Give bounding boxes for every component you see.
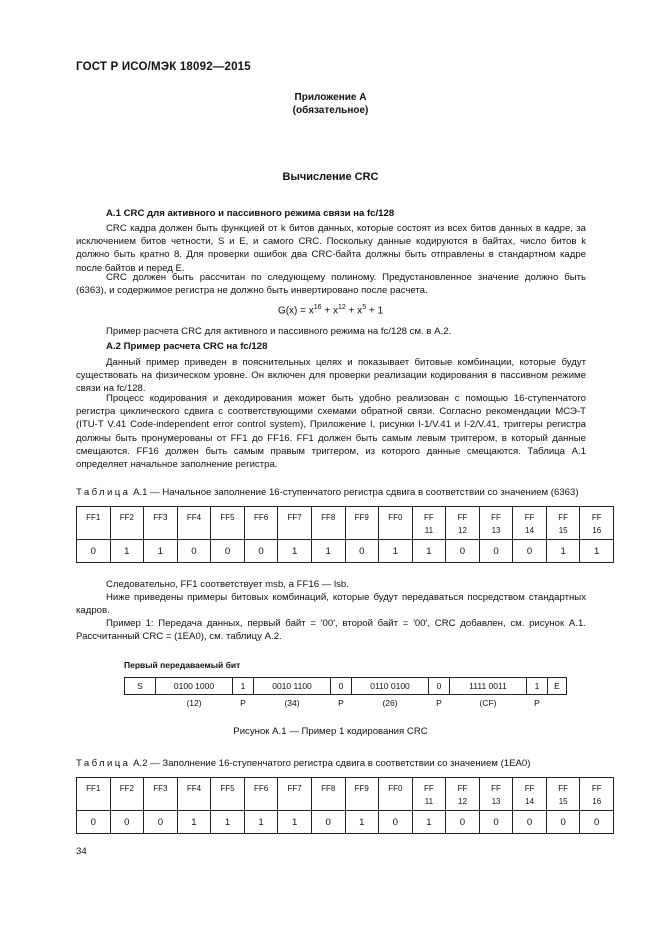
byte-label: P	[436, 698, 442, 708]
page-number: 34	[76, 846, 87, 857]
header-cell: FF6	[244, 778, 278, 811]
header-cell: FF5	[211, 507, 245, 540]
a1-paragraph-3: Пример расчета CRC для активного и пассивного режима на fc/128 см. в А.2.	[106, 326, 452, 337]
a2-paragraph-2: Процесс кодирования и декодирования может быть удобно реализован с помощью 16-ступенчатого регистра циклического сдвига с соответствующими схемами обратной связи. Согласно рекомендации МСЭ-Т (ITU-T V.41 Code-independent error control system), Приложение I, рисунки I-1/V.41 и I-2/V.41, триггеры регистра должны быть пронумерованы от FF1 до FF16. FF1 должен быть самым левым триггером, в который данные смещаются. FF16 должен быть самым правым триггером, из которого данные смещаются. Таблица А.1 определяет начальное заполнение регистра.	[76, 393, 586, 471]
value-cell: 0	[77, 540, 111, 563]
header-cell: FF 13	[479, 507, 513, 540]
value-cell: 1	[211, 811, 245, 834]
figure-caption: Рисунок А.1 — Пример 1 кодирования CRC	[233, 726, 428, 737]
after-table1-paragraph-1: Следовательно, FF1 соответствует msb, а FF16 — lsb.	[106, 579, 349, 590]
after-table1-paragraph-3: Пример 1: Передача данных, первый байт = '00', второй байт = '00', CRC добавлен, см. рисунок А.1. Рассчитанный CRC = (1EA0), см. таблицу А.2.	[76, 618, 586, 643]
header-cell: FF3	[144, 778, 178, 811]
byte-label: (12)	[186, 698, 202, 708]
register-table-1ea0	[76, 777, 614, 834]
table2-caption: Таблица А.2 — Заполнение 16-ступенчатого регистра сдвига в соответствии со значением (1EA0)	[76, 758, 531, 769]
value-cell: 0	[513, 811, 547, 834]
header-cell: FF8	[311, 778, 345, 811]
byte-label: P	[240, 698, 246, 708]
header-cell: FF 11	[412, 507, 446, 540]
table-value-row	[77, 540, 614, 563]
frame-cell: 0100 1000	[156, 678, 233, 695]
value-cell: 0	[479, 811, 513, 834]
value-cell: 0	[446, 540, 480, 563]
header-cell: FF9	[345, 778, 379, 811]
value-cell: 1	[412, 811, 446, 834]
after-table1-paragraph-2: Ниже приведены примеры битовых комбинаций, которые будут передаваться посредством стандартных кадров.	[76, 592, 586, 617]
header-cell: FF1	[77, 778, 111, 811]
value-cell: 0	[580, 811, 614, 834]
value-cell: 1	[278, 540, 312, 563]
byte-label: (CF)	[479, 698, 497, 708]
appendix-heading	[0, 91, 661, 117]
header-cell: FF3	[144, 507, 178, 540]
header-cell: FF8	[311, 507, 345, 540]
a1-heading: А.1 CRC для активного и пассивного режима связи на fc/128	[106, 208, 395, 219]
value-cell: 1	[311, 540, 345, 563]
header-cell: FF7	[278, 507, 312, 540]
header-cell: FF9	[345, 507, 379, 540]
frame-bit-diagram	[124, 677, 567, 695]
header-cell: FF 13	[479, 778, 513, 811]
value-cell: 1	[345, 811, 379, 834]
frame-cell: 0	[331, 678, 352, 695]
value-cell: 1	[110, 540, 144, 563]
a2-heading: А.2 Пример расчета CRC на fc/128	[106, 341, 268, 352]
section-title: Вычисление CRC	[282, 171, 379, 183]
value-cell: 0	[144, 811, 178, 834]
frame-cell: 1	[233, 678, 254, 695]
header-cell: FF4	[177, 507, 211, 540]
value-cell: 1	[412, 540, 446, 563]
header-cell: FF2	[110, 778, 144, 811]
first-bit-label: Первый передаваемый бит	[124, 660, 241, 670]
a1-paragraph-1: CRC кадра должен быть функцией от k битов данных, которые состоят из всех битов данных в кадре, за исключением битов четности, S и E, и самого CRC. Поскольку данные кодируются в байтах, число битов k должно быть кратно 8. Для проверки ошибок два CRC-байта должны быть отправлены в стандартном кадре после байтов и перед E.	[76, 223, 586, 274]
header-cell: FF 14	[513, 507, 547, 540]
frame-byte-labels	[0, 698, 661, 712]
header-cell: FF0	[379, 778, 413, 811]
frame-cell: 0110 0100	[352, 678, 429, 695]
value-cell: 1	[379, 540, 413, 563]
value-cell: 0	[110, 811, 144, 834]
header-cell: FF6	[244, 507, 278, 540]
value-cell: 0	[77, 811, 111, 834]
value-cell: 1	[144, 540, 178, 563]
table1-caption: Таблица А.1 — Начальное заполнение 16-ступенчатого регистра сдвига в соответствии со значением (6363)	[76, 487, 579, 498]
appendix-title: Приложение А	[294, 92, 367, 103]
value-cell: 1	[278, 811, 312, 834]
header-cell: FF1	[77, 507, 111, 540]
value-cell: 1	[177, 811, 211, 834]
byte-label: (26)	[382, 698, 398, 708]
value-cell: 1	[244, 811, 278, 834]
header-cell: FF 15	[546, 507, 580, 540]
header-cell: FF 11	[412, 778, 446, 811]
value-cell: 0	[546, 811, 580, 834]
header-cell: FF7	[278, 778, 312, 811]
header-cell: FF0	[379, 507, 413, 540]
value-cell: 0	[311, 811, 345, 834]
value-cell: 0	[513, 540, 547, 563]
frame-cell: 1	[527, 678, 548, 695]
frame-cell: 0	[429, 678, 450, 695]
frame-cell: E	[548, 678, 567, 695]
value-cell: 1	[546, 540, 580, 563]
frame-cell: 1111 0011	[450, 678, 527, 695]
value-cell: 0	[177, 540, 211, 563]
table-header-row	[77, 507, 614, 540]
frame-cell: S	[125, 678, 156, 695]
header-cell: FF5	[211, 778, 245, 811]
value-cell: 0	[345, 540, 379, 563]
value-cell: 0	[479, 540, 513, 563]
header-cell: FF 15	[546, 778, 580, 811]
table-header-row	[77, 778, 614, 811]
table-value-row	[77, 811, 614, 834]
crc-polynomial: $G(x) = x^{16} + x^{12} + x^5 + 1$	[277, 304, 384, 317]
value-cell: 0	[446, 811, 480, 834]
value-cell: 1	[580, 540, 614, 563]
a2-paragraph-1: Данный пример приведен в пояснительных целях и показывает битовые комбинации, которые будут существовать на физическом уровне. Он включен для проверки реализации кодирования в пассивном режиме связи на fc/128.	[76, 357, 586, 395]
header-cell: FF 16	[580, 507, 614, 540]
byte-label: P	[534, 698, 540, 708]
header-cell: FF 12	[446, 507, 480, 540]
frame-row	[125, 678, 567, 695]
value-cell: 0	[379, 811, 413, 834]
header-cell: FF 12	[446, 778, 480, 811]
header-cell: FF4	[177, 778, 211, 811]
appendix-status: (обязательное)	[292, 105, 369, 116]
header-cell: FF 16	[580, 778, 614, 811]
register-table-initial	[76, 506, 614, 563]
value-cell: 0	[244, 540, 278, 563]
value-cell: 0	[211, 540, 245, 563]
header-cell: FF 14	[513, 778, 547, 811]
header-cell: FF2	[110, 507, 144, 540]
standard-code: ГОСТ Р ИСО/МЭК 18092—2015	[76, 61, 251, 73]
frame-cell: 0010 1100	[254, 678, 331, 695]
a1-paragraph-2: CRC должен быть рассчитан по следующему полиному. Предустановленное значение должно быть (6363), и содержимое регистра не должно быть инвертировано после расчета.	[76, 272, 586, 297]
byte-label: (34)	[284, 698, 300, 708]
byte-label: P	[338, 698, 344, 708]
